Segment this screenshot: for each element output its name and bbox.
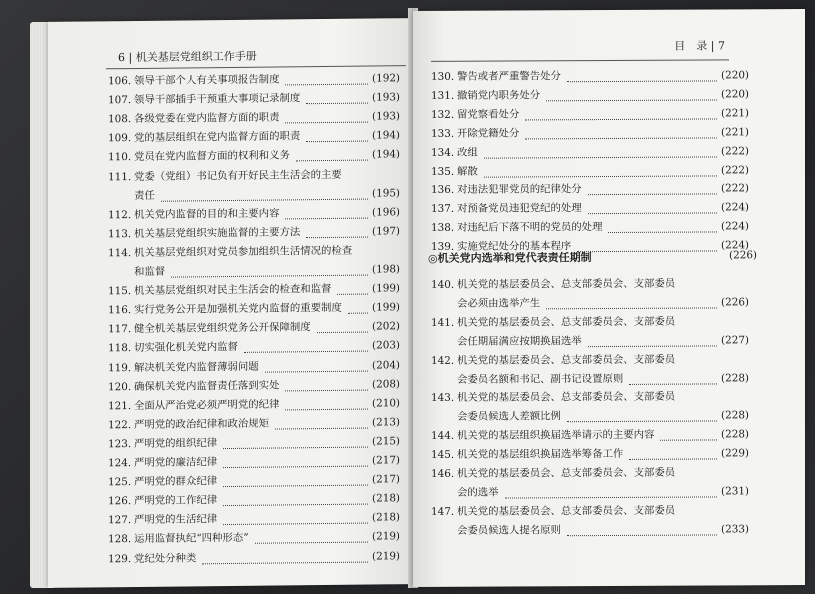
toc-entry	[108, 282, 400, 298]
dot-leader	[285, 406, 368, 410]
entry-number: 146.	[431, 467, 455, 480]
entry-title: 会的选举	[457, 486, 499, 499]
entry-page-number: (219)	[372, 549, 400, 563]
toc-entry	[431, 353, 749, 368]
entry-number: 124.	[108, 457, 132, 470]
entry-title: 撤销党内职务处分	[457, 89, 541, 102]
entry-number: 139.	[431, 240, 455, 254]
toc-entry	[108, 378, 400, 394]
entry-title: 运用监督执纪“四种形态”	[134, 532, 249, 546]
entry-title: 机关基层党组织对党员参加组织生活情况的检查	[134, 244, 353, 259]
entry-page-number: (222)	[721, 144, 749, 158]
toc-entry	[108, 512, 400, 528]
section-heading: ◎机关党内选举和党代表责任期制	[428, 251, 592, 265]
entry-page-number: (199)	[372, 282, 400, 295]
entry-title: 机关党的基层委员会、总支部委员会、支部委员	[457, 391, 676, 405]
toc-entry	[431, 69, 749, 84]
entry-page-number: (208)	[372, 377, 400, 391]
entry-title: 会任期届满应按期换届选举	[457, 334, 582, 348]
dot-leader	[608, 230, 717, 234]
left-page	[48, 18, 413, 588]
toc-list-right-bottom	[431, 277, 749, 537]
entry-page-number: (215)	[372, 435, 400, 448]
entry-page-number: (228)	[721, 409, 749, 422]
toc-entry	[431, 107, 749, 122]
toc-entry	[431, 145, 749, 160]
entry-page-number: (224)	[721, 201, 749, 214]
entry-number: 131.	[431, 89, 455, 102]
entry-title: 机关党的基层委员会、总支部委员会、支部委员	[457, 466, 676, 480]
dot-leader	[588, 211, 717, 215]
entry-number: 119.	[108, 361, 132, 374]
toc-entry	[431, 126, 749, 141]
dot-leader	[629, 457, 717, 460]
entry-page-number: (229)	[721, 447, 749, 460]
dot-leader	[567, 419, 717, 423]
entry-number: 110.	[108, 151, 132, 164]
entry-page-number: (221)	[721, 125, 749, 139]
entry-number: 136.	[431, 184, 455, 197]
dot-leader	[546, 97, 717, 101]
entry-page-number: (221)	[721, 107, 749, 120]
toc-entry	[431, 202, 749, 217]
entry-title: 机关党的基层委员会、总支部委员会、支部委员	[457, 353, 676, 367]
dot-leader	[285, 120, 368, 124]
dot-leader	[306, 139, 368, 143]
entry-number: 138.	[431, 221, 455, 235]
right-page-header: 目 录 | 7	[674, 39, 725, 53]
entry-title: 党员在党内监督方面的权利和义务	[134, 149, 290, 164]
entry-title: 机关党的基层委员会、总支部委员会、支部委员	[457, 315, 676, 329]
dot-leader	[660, 438, 717, 441]
toc-entry	[108, 244, 400, 260]
entry-title: 严明党的群众纪律	[134, 475, 218, 489]
entry-title: 各级党委在党内监督方面的职责	[134, 111, 280, 126]
entry-number: 127.	[108, 514, 132, 527]
entry-title: 改组	[457, 146, 478, 159]
entry-title: 严明党的廉洁纪律	[134, 456, 218, 470]
entry-number: 135.	[431, 165, 455, 178]
toc-list-right-top	[431, 69, 749, 254]
entry-title: 领导干部个人有关事项报告制度	[134, 73, 280, 88]
entry-page-number: (228)	[721, 428, 749, 441]
toc-entry	[108, 206, 400, 222]
entry-number: 112.	[108, 208, 132, 221]
entry-number: 121.	[108, 399, 132, 412]
entry-title: 解散	[457, 165, 478, 178]
toc-entry	[431, 372, 749, 387]
dot-leader	[484, 173, 717, 177]
entry-title: 严明党的工作纪律	[134, 494, 218, 508]
entry-page-number: (198)	[372, 263, 400, 276]
entry-number: 117.	[108, 323, 132, 336]
toc-entry	[108, 435, 400, 451]
toc-entry	[431, 277, 749, 292]
entry-number: 144.	[431, 429, 455, 443]
toc-entry	[431, 428, 749, 443]
left-page-header: 6 | 机关基层党组织工作手册	[118, 49, 257, 65]
entry-number: 115.	[108, 285, 132, 298]
dot-leader	[223, 444, 368, 449]
entry-title: 会委员名额和书记、副书记设置原则	[457, 372, 624, 386]
entry-number: 113.	[108, 227, 132, 241]
entry-title: 党的基层组织在党内监督方面的职责	[134, 130, 301, 145]
entry-title: 实行党务公开是加强机关党内监督的重要制度	[134, 302, 342, 317]
entry-number: 116.	[108, 304, 132, 317]
entry-page-number: (226)	[721, 296, 749, 309]
entry-page-number: (224)	[721, 239, 749, 252]
entry-page-number: (218)	[372, 492, 400, 505]
entry-title: 解决机关党内监督薄弱问题	[134, 360, 259, 374]
dot-leader	[546, 305, 717, 309]
entry-title: 机关基层党组织实施监督的主要方法	[134, 226, 301, 240]
entry-page-number: (231)	[721, 485, 749, 498]
dot-leader	[525, 135, 717, 139]
dot-leader	[484, 154, 717, 158]
entry-number: 142.	[431, 354, 455, 367]
dot-leader	[306, 101, 368, 105]
dot-leader	[525, 116, 717, 120]
entry-page-number: (227)	[721, 333, 749, 347]
toc-entry	[431, 391, 749, 406]
toc-entry	[108, 359, 400, 375]
dot-leader	[588, 343, 717, 347]
dot-leader	[317, 330, 368, 334]
header-rule	[106, 65, 406, 69]
entry-title: 严明党的政治纪律和政治规矩	[134, 417, 270, 431]
entry-number: 107.	[108, 94, 132, 107]
toc-entry	[431, 183, 749, 198]
dot-leader	[244, 349, 368, 353]
entry-page-number: (204)	[372, 358, 400, 372]
entry-number: 123.	[108, 437, 132, 451]
entry-number: 132.	[431, 108, 455, 121]
entry-title: 机关党的基层委员会、总支部委员会、支部委员	[457, 277, 676, 291]
entry-number: 125.	[108, 476, 132, 489]
dot-leader	[285, 82, 368, 86]
toc-entry	[108, 263, 400, 279]
entry-page-number: (193)	[372, 91, 400, 104]
dot-leader	[223, 502, 368, 507]
entry-title: 责任	[134, 189, 155, 202]
toc-list-left	[108, 72, 400, 565]
entry-page-number: (233)	[721, 522, 749, 536]
header-rule	[431, 59, 729, 62]
toc-entry	[431, 220, 749, 235]
entry-page-number: (217)	[372, 473, 400, 486]
entry-number: 126.	[108, 495, 132, 508]
entry-number: 122.	[108, 418, 132, 432]
toc-entry	[108, 397, 400, 413]
dot-leader	[285, 387, 368, 391]
entry-page-number: (202)	[372, 320, 400, 333]
entry-title: 确保机关党内监督责任落到实处	[134, 379, 280, 393]
toc-entry	[108, 130, 400, 146]
dot-leader	[202, 559, 368, 564]
dot-leader	[265, 368, 368, 372]
entry-number: 133.	[431, 127, 455, 140]
entry-number: 128.	[108, 533, 132, 546]
entry-number: 134.	[431, 146, 455, 159]
toc-entry	[431, 296, 749, 311]
entry-page-number: (195)	[372, 186, 400, 200]
entry-title: 领导干部插手干预重大事项记录制度	[134, 92, 301, 107]
entry-page-number: (218)	[372, 511, 400, 524]
entry-page-number: (192)	[372, 72, 400, 85]
entry-title: 会委员候选人提名原则	[457, 523, 561, 537]
entry-title: 健全机关基层党组织党务公开保障制度	[134, 321, 311, 336]
entry-page-number: (222)	[721, 163, 749, 176]
entry-title: 对违法犯罪党员的纪律处分	[457, 183, 582, 197]
entry-title: 实施党纪处分的基本程序	[457, 240, 572, 253]
entry-title: 和监督	[134, 265, 166, 279]
dot-leader	[567, 532, 717, 536]
dot-leader	[629, 381, 717, 384]
entry-title: 警告或者严重警告处分	[457, 70, 561, 83]
toc-entry	[108, 149, 400, 165]
toc-entry	[431, 523, 749, 538]
toc-entry	[431, 334, 749, 349]
entry-page-number: (193)	[372, 110, 400, 123]
entry-number: 147.	[431, 505, 455, 518]
entry-page-number: (199)	[372, 301, 400, 314]
entry-page-number: (219)	[372, 530, 400, 543]
dot-leader	[577, 249, 717, 253]
entry-page-number: (196)	[372, 205, 400, 219]
entry-title: 严明党的生活纪律	[134, 513, 218, 527]
entry-page-number: (217)	[372, 454, 400, 467]
dot-leader	[306, 234, 368, 238]
entry-title: 对违纪后下落不明的党员的处理	[457, 221, 603, 234]
toc-entry	[431, 466, 749, 481]
entry-title: 机关党的基层委员会、总支部委员会、支部委员	[457, 504, 676, 518]
entry-title: 留党察看处分	[457, 108, 520, 121]
toc-entry	[108, 225, 400, 241]
entry-page-number: (228)	[721, 371, 749, 384]
entry-number: 118.	[108, 342, 132, 355]
entry-page-number: (194)	[372, 148, 400, 161]
entry-number: 137.	[431, 203, 455, 216]
entry-title: 切实强化机关党内监督	[134, 341, 238, 355]
section-page-number: (226)	[729, 249, 757, 262]
entry-title: 机关党内监督的目的和主要内容	[134, 207, 280, 221]
toc-entry	[108, 301, 400, 317]
entry-title: 会必须由选举产生	[457, 297, 541, 310]
dot-leader	[296, 158, 368, 162]
toc-entry	[431, 164, 749, 179]
toc-entry	[108, 531, 400, 547]
entry-number: 143.	[431, 392, 455, 405]
entry-title: 机关党的基层组织换届选举筹备工作	[457, 448, 624, 461]
toc-entry	[108, 91, 400, 107]
entry-number: 130.	[431, 70, 455, 83]
toc-entry	[108, 550, 400, 566]
dot-leader	[337, 292, 368, 295]
dot-leader	[588, 192, 717, 196]
entry-page-number: (194)	[372, 129, 400, 142]
toc-entry	[108, 168, 400, 184]
dot-leader	[255, 540, 368, 544]
entry-number: 114.	[108, 246, 132, 260]
entry-title: 党委（党组）书记负有开好民主生活会的主要	[134, 168, 342, 183]
entry-number: 141.	[431, 316, 455, 329]
dot-leader	[223, 464, 368, 469]
entry-page-number: (210)	[372, 396, 400, 410]
entry-number: 129.	[108, 552, 132, 565]
entry-number: 106.	[108, 75, 132, 88]
toc-entry	[431, 410, 749, 425]
entry-number: 111.	[108, 170, 132, 183]
toc-entry	[431, 485, 749, 500]
toc-entry	[108, 416, 400, 432]
dot-leader	[171, 273, 368, 278]
entry-number: 140.	[431, 278, 455, 291]
toc-entry	[431, 88, 749, 103]
entry-number: 108.	[108, 113, 132, 126]
dot-leader	[285, 215, 368, 219]
dot-leader	[567, 78, 717, 82]
entry-title: 党纪处分种类	[134, 551, 197, 565]
toc-entry	[108, 473, 400, 489]
toc-entry	[108, 72, 400, 88]
entry-title: 对预备党员违犯党纪的处理	[457, 202, 582, 216]
entry-title: 严明党的组织纪律	[134, 437, 218, 450]
entry-title: 机关基层党组织对民主生活会的检查和监督	[134, 283, 332, 298]
entry-page-number: (203)	[372, 339, 400, 352]
dot-leader	[275, 425, 368, 429]
toc-entry	[431, 447, 749, 462]
entry-title: 机关党的基层组织换届选举请示的主要内容	[457, 428, 655, 442]
toc-entry	[108, 187, 400, 203]
dot-leader	[223, 483, 368, 488]
toc-entry	[108, 321, 400, 337]
dot-leader	[161, 196, 368, 201]
entry-title: 会委员候选人差额比例	[457, 410, 561, 424]
entry-page-number: (197)	[372, 225, 400, 238]
dot-leader	[348, 311, 368, 314]
toc-entry	[108, 340, 400, 356]
toc-entry	[108, 492, 400, 508]
entry-page-number: (220)	[721, 88, 749, 101]
toc-entry	[108, 110, 400, 126]
toc-entry	[431, 315, 749, 330]
entry-page-number: (213)	[372, 416, 400, 429]
entry-page-number: (220)	[721, 69, 749, 82]
entry-number: 109.	[108, 132, 132, 145]
entry-page-number: (224)	[721, 220, 749, 233]
entry-title: 全面从严治党必须严明党的纪律	[134, 398, 280, 412]
entry-page-number: (222)	[721, 182, 749, 195]
toc-entry	[108, 454, 400, 470]
right-page	[413, 9, 805, 587]
entry-number: 145.	[431, 448, 455, 462]
toc-entry	[431, 504, 749, 519]
entry-number: 120.	[108, 380, 132, 393]
entry-title: 开除党籍处分	[457, 127, 520, 140]
dot-leader	[223, 521, 368, 526]
dot-leader	[505, 494, 717, 498]
